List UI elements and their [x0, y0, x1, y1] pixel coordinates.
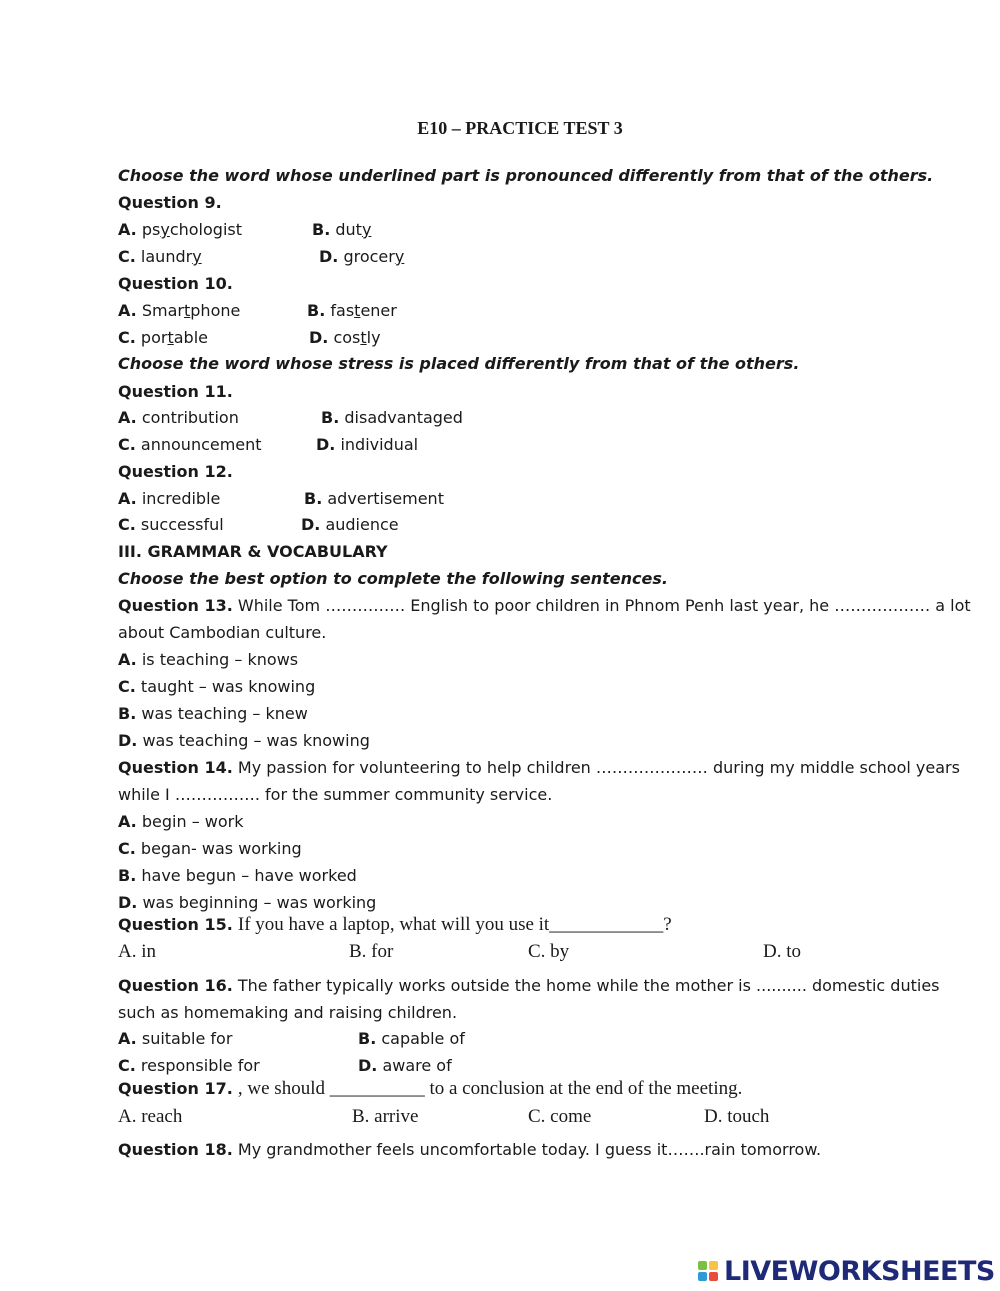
question-16-label: Question 16. [118, 976, 233, 995]
instruction-best-option: Choose the best option to complete the following sentences. [118, 569, 668, 588]
q15-option-c[interactable]: C. by [528, 941, 570, 962]
q12-option-b[interactable]: B. advertisement [304, 489, 444, 508]
option-letter: A. [118, 1029, 137, 1048]
option-letter: B. [304, 489, 323, 508]
q10-option-b[interactable]: B. fastener [307, 301, 397, 320]
option-letter: A. [118, 650, 137, 669]
liveworksheets-logo-icon [698, 1261, 718, 1281]
option-letter: D. [118, 731, 138, 750]
section-heading-grammar: III. GRAMMAR & VOCABULARY [118, 542, 388, 561]
q11-option-b[interactable]: B. disadvantaged [321, 408, 463, 427]
q12-option-a[interactable]: A. incredible [118, 489, 221, 508]
q16-option-b[interactable]: B. capable of [358, 1029, 465, 1048]
q9-option-a[interactable]: A. psychologist [118, 220, 242, 239]
question-14-text: Question 14. My passion for volunteering to help children ………………… during my middle school years [118, 758, 960, 777]
option-letter: D. [301, 515, 321, 534]
question-16-text: Question 16. The father typically works outside the home while the mother is .......... domestic duties [118, 976, 940, 995]
q11-option-d[interactable]: D. individual [316, 435, 419, 454]
q15-option-b[interactable]: B. for [349, 941, 394, 962]
q10-option-d[interactable]: D. costly [309, 328, 381, 347]
option-letter: B. [118, 704, 137, 723]
option-letter: A. [118, 301, 137, 320]
q11-option-c[interactable]: C. announcement [118, 435, 262, 454]
liveworksheets-logo[interactable] [698, 1256, 995, 1286]
option-letter: B. [321, 408, 340, 427]
q14-option-2[interactable]: C. began- was working [118, 839, 302, 858]
underlined-letter: t [167, 328, 174, 347]
option-letter: B. [358, 1029, 377, 1048]
option-letter: C. [118, 247, 136, 266]
option-letter: D. [309, 328, 329, 347]
q13-option-4[interactable]: D. was teaching – was knowing [118, 731, 370, 750]
option-letter: C. [118, 677, 136, 696]
question-10-label: Question 10. [118, 274, 233, 293]
q16-option-d[interactable]: D. aware of [358, 1056, 452, 1075]
option-letter: A. [118, 489, 137, 508]
logo-text: LIVEWORKSHEETS [724, 1255, 995, 1287]
question-18-text: Question 18. My grandmother feels uncomfortable today. I guess it…….rain tomorrow. [118, 1140, 822, 1159]
option-letter: B. [307, 301, 326, 320]
q14-option-1[interactable]: A. begin – work [118, 812, 244, 831]
instruction-stress: Choose the word whose stress is placed differently from that of the others. [118, 354, 800, 373]
question-13-text-cont: about Cambodian culture. [118, 623, 327, 642]
option-letter: D. [118, 893, 138, 912]
q11-option-a[interactable]: A. contribution [118, 408, 239, 427]
q17-option-d[interactable]: D. touch [704, 1106, 770, 1127]
question-12-label: Question 12. [118, 462, 233, 481]
question-11-label: Question 11. [118, 382, 233, 401]
option-letter: B. [312, 220, 331, 239]
question-14-text-cont: while I ……………. for the summer community service. [118, 785, 553, 804]
question-17-text: Question 17. , we should __________ to a conclusion at the end of the meeting. [118, 1078, 743, 1099]
underlined-letter: y [394, 247, 405, 266]
q9-option-d[interactable]: D. grocery [319, 247, 405, 266]
question-17-label: Question 17. [118, 1079, 233, 1098]
q10-option-a[interactable]: A. Smartphone [118, 301, 241, 320]
q12-option-d[interactable]: D. audience [301, 515, 399, 534]
q13-option-1[interactable]: A. is teaching – knows [118, 650, 299, 669]
option-letter: C. [118, 328, 136, 347]
q10-option-c[interactable]: C. portable [118, 328, 208, 347]
question-18-label: Question 18. [118, 1140, 233, 1159]
q13-option-3[interactable]: B. was teaching – knew [118, 704, 308, 723]
question-13-text: Question 13. While Tom …………… English to poor children in Phnom Penh last year, he ……………… a lot [118, 596, 971, 615]
question-15-text: Question 15. If you have a laptop, what will you use it____________? [118, 914, 672, 935]
option-letter: A. [118, 812, 137, 831]
option-letter: B. [118, 866, 137, 885]
underlined-letter: y [160, 220, 170, 239]
question-13-label: Question 13. [118, 596, 233, 615]
option-letter: C. [118, 515, 136, 534]
q17-option-c[interactable]: C. come [528, 1106, 592, 1127]
option-letter: A. [118, 220, 137, 239]
q17-option-b[interactable]: B. arrive [352, 1106, 419, 1127]
q15-option-d[interactable]: D. to [763, 941, 801, 962]
q13-option-2[interactable]: C. taught – was knowing [118, 677, 316, 696]
underlined-letter: t [183, 301, 191, 320]
option-letter: A. [118, 408, 137, 427]
q14-option-3[interactable]: B. have begun – have worked [118, 866, 357, 885]
q17-option-a[interactable]: A. reach [118, 1106, 183, 1127]
option-letter: C. [118, 839, 136, 858]
q14-option-4[interactable]: D. was beginning – was working [118, 893, 377, 912]
option-letter: D. [316, 435, 336, 454]
q9-option-b[interactable]: B. duty [312, 220, 372, 239]
option-letter: D. [319, 247, 339, 266]
q16-option-a[interactable]: A. suitable for [118, 1029, 233, 1048]
question-15-label: Question 15. [118, 915, 233, 934]
q15-option-a[interactable]: A. in [118, 941, 156, 962]
question-14-label: Question 14. [118, 758, 233, 777]
option-letter: C. [118, 435, 136, 454]
option-letter: D. [358, 1056, 378, 1075]
instruction-pronunciation: Choose the word whose underlined part is pronounced differently from that of the others. [118, 166, 934, 185]
question-9-label: Question 9. [118, 193, 222, 212]
q12-option-c[interactable]: C. successful [118, 515, 224, 534]
underlined-letter: y [361, 220, 372, 239]
underlined-letter: t [354, 301, 361, 320]
option-letter: C. [118, 1056, 136, 1075]
q9-option-c[interactable]: C. laundry [118, 247, 202, 266]
question-16-text-cont: such as homemaking and raising children. [118, 1003, 458, 1022]
q16-option-c[interactable]: C. responsible for [118, 1056, 260, 1075]
underlined-letter: t [360, 328, 367, 347]
page-title: E10 – PRACTICE TEST 3 [417, 118, 623, 138]
underlined-letter: y [192, 247, 202, 266]
